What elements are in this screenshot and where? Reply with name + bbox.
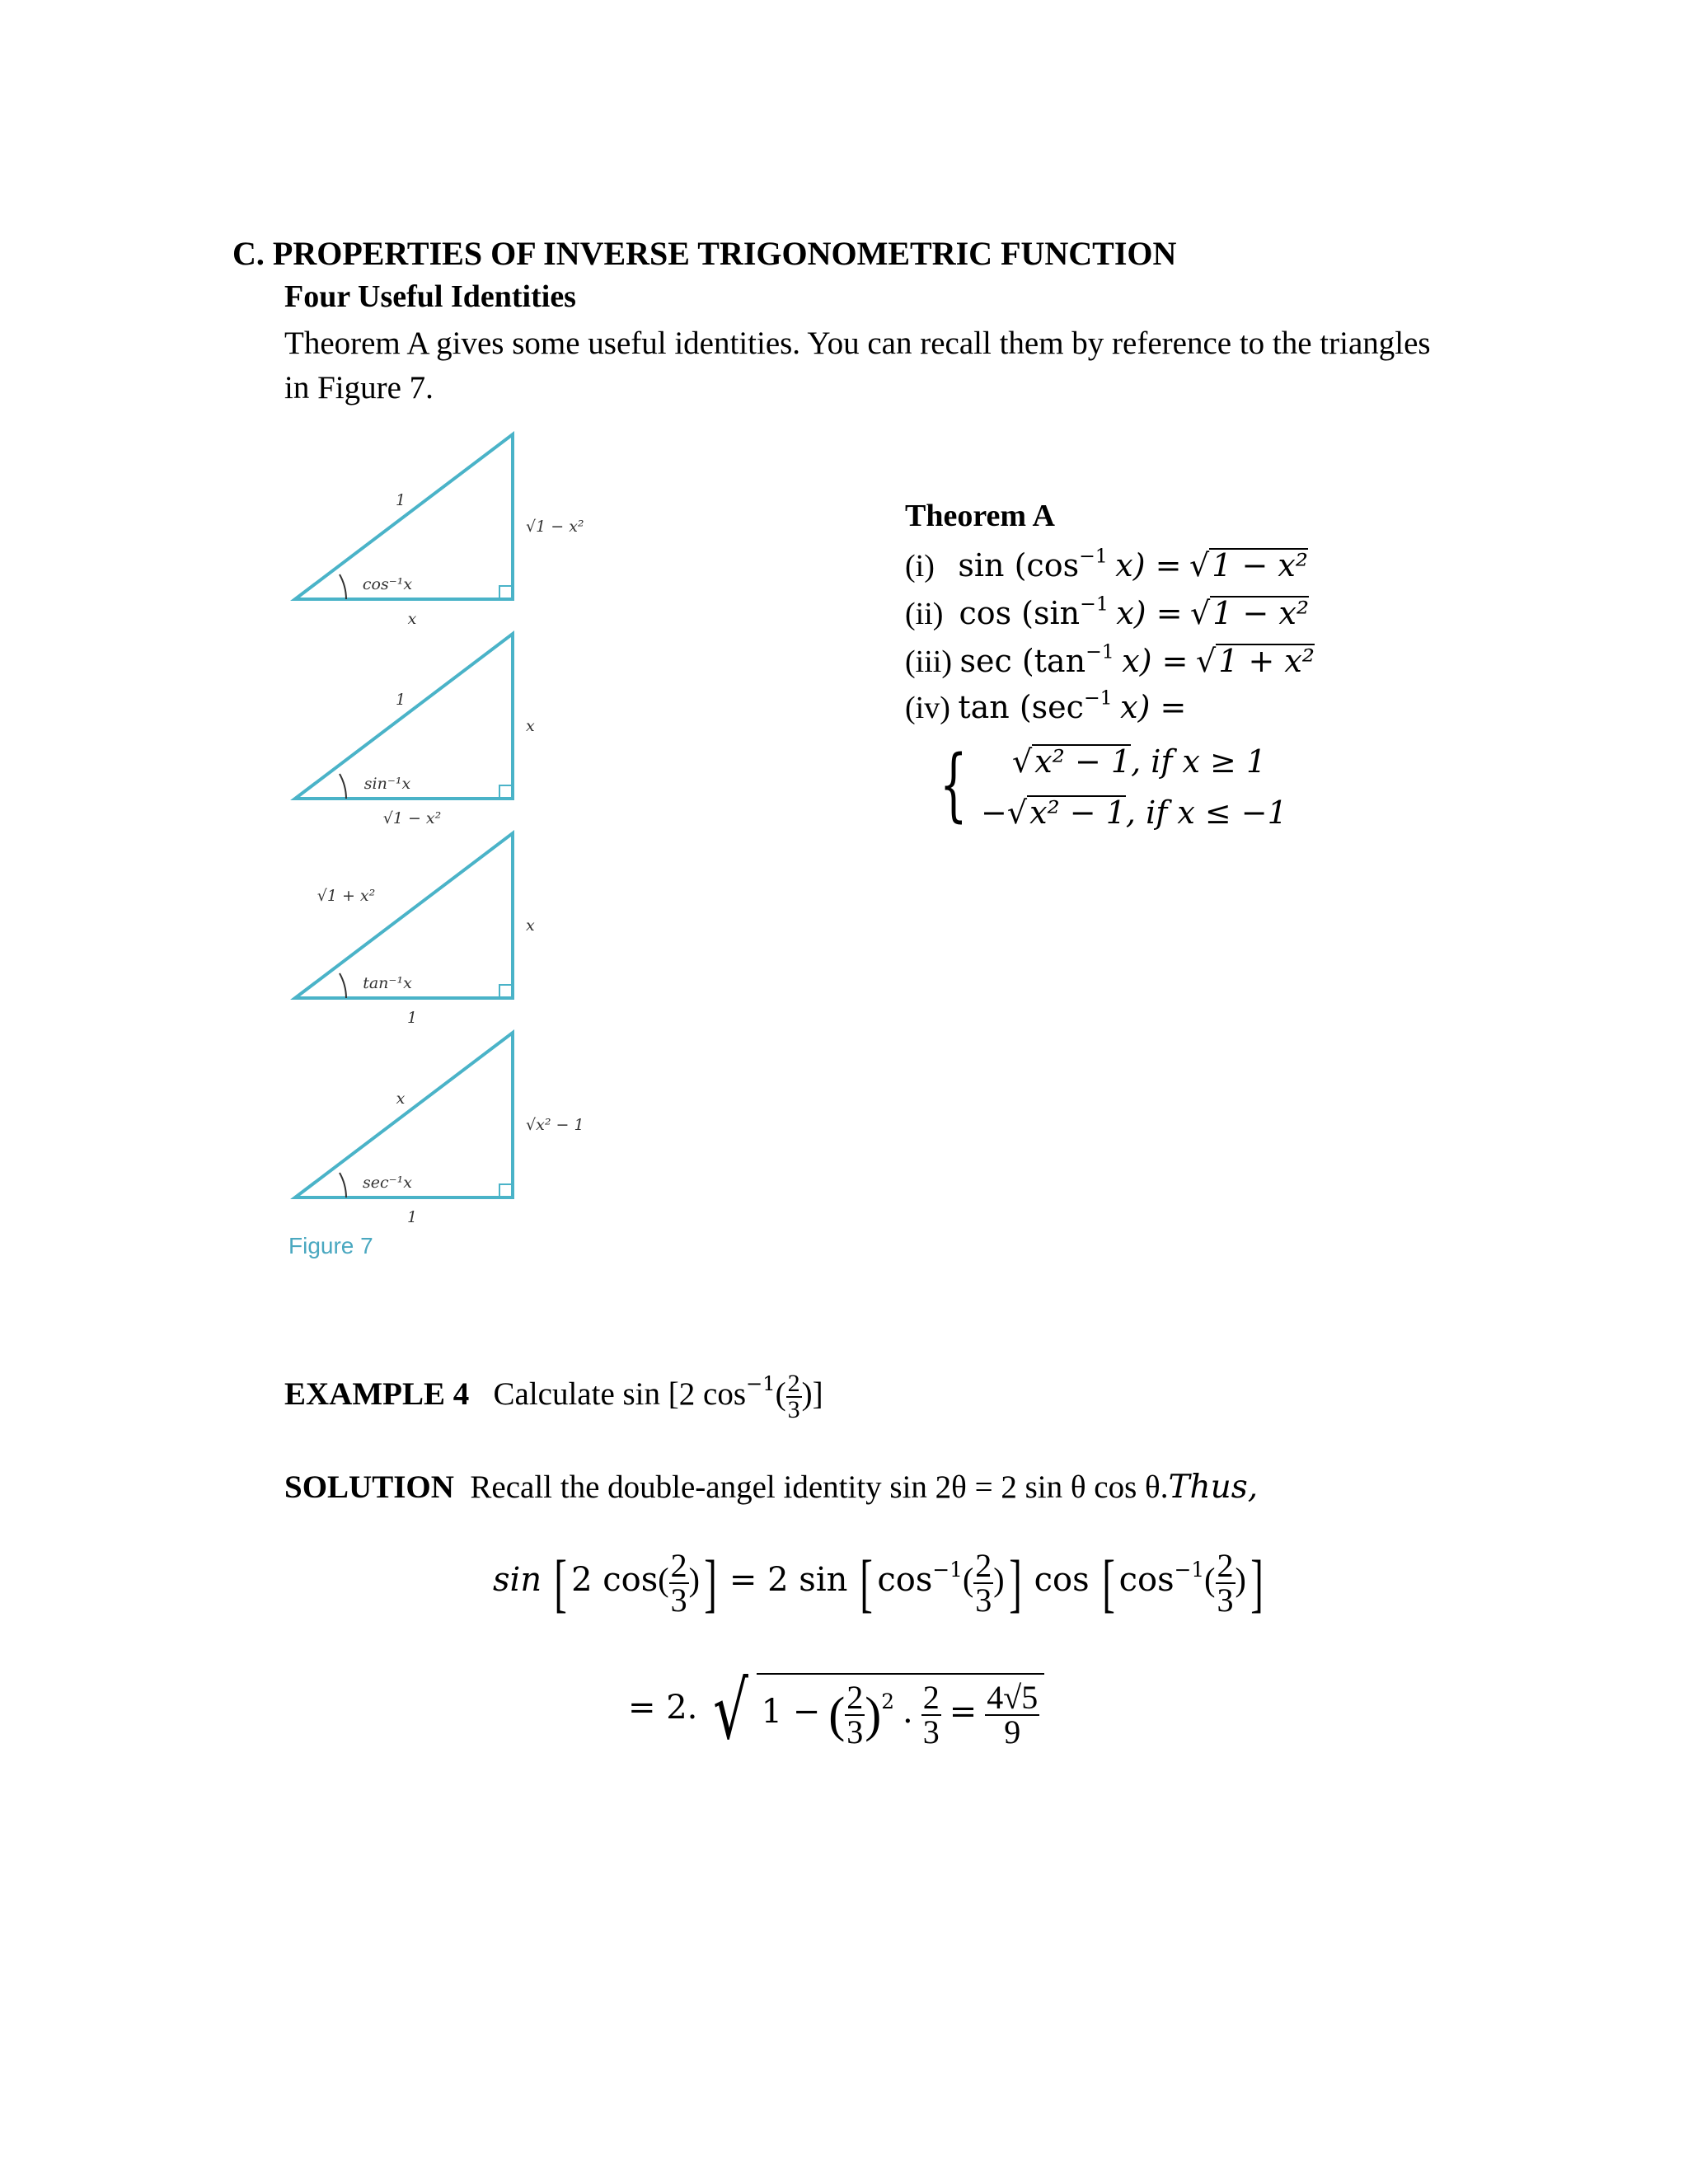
right-angle-marker	[499, 785, 513, 799]
case-2-rad: x² − 1	[1027, 795, 1126, 830]
right-bracket: ]	[704, 1547, 717, 1619]
theorem-title: Theorem A	[905, 499, 1055, 533]
section-subtitle: Four Useful Identities	[284, 279, 576, 314]
angle-arc	[340, 973, 346, 998]
equation-line-2	[628, 1665, 1044, 1757]
identity-ii-label: (ii)	[905, 597, 944, 631]
eq1-sin: sin	[493, 1561, 542, 1600]
identity-i-x: x) =	[1115, 547, 1182, 583]
identity-iv	[905, 686, 1187, 726]
eq2-equals: =	[949, 1693, 978, 1732]
base-label: x	[407, 610, 417, 628]
example-label: EXAMPLE 4	[284, 1376, 470, 1412]
triangle-3	[295, 833, 513, 998]
identity-i-inv: −1	[1079, 544, 1108, 568]
base-label: √1 − x²	[382, 809, 442, 827]
eq1-frac-num: 2	[1217, 1547, 1234, 1584]
side-label: x	[526, 916, 535, 935]
eq2-frac-num: 2	[922, 1679, 940, 1716]
identity-i-rhs: 1 − x²	[1209, 548, 1308, 583]
angle-arc	[340, 774, 346, 799]
eq2-result	[985, 1681, 1039, 1749]
solution	[284, 1469, 1258, 1506]
example-inv: −1	[746, 1372, 776, 1396]
radical-sign: √	[1189, 547, 1210, 583]
solution-thus: Thus,	[1168, 1469, 1259, 1506]
eq1-fraction-2	[973, 1549, 993, 1617]
eq1-frac-den: 3	[670, 1582, 687, 1619]
identity-iii-inv: −1	[1085, 640, 1114, 663]
section-title: C. PROPERTIES OF INVERSE TRIGONOMETRIC FUNCTION	[232, 235, 1177, 272]
eq2-frac-num: 2	[846, 1679, 864, 1716]
eq1-frac-den: 3	[975, 1582, 992, 1619]
eq2-result-den: 9	[1004, 1713, 1021, 1750]
paren-close: )	[865, 1687, 882, 1742]
angle-arc	[340, 574, 346, 599]
hypotenuse-label: 1	[395, 691, 406, 709]
left-bracket: [	[860, 1547, 874, 1619]
eq1-frac-num: 2	[975, 1547, 992, 1584]
intro-paragraph: Theorem A gives some useful identities. You can recall them by reference to the triangles in Figure 7.	[284, 326, 1431, 405]
figure-7	[280, 424, 626, 1253]
eq1-inv-b: −1	[1174, 1557, 1205, 1582]
identity-iv-x: x) =	[1120, 689, 1187, 725]
eq2-dot: .	[903, 1693, 913, 1732]
example-text: Calculate sin [2 cos	[493, 1376, 746, 1412]
eq2-lead: = 2.	[628, 1689, 698, 1727]
cases-brace: {	[940, 738, 968, 831]
identity-ii-inv: −1	[1080, 592, 1109, 616]
example-fraction	[786, 1371, 802, 1422]
side-label: x	[526, 717, 535, 735]
base-label: 1	[406, 1009, 418, 1027]
eq1-fraction-1	[669, 1549, 689, 1617]
right-angle-marker	[499, 1184, 513, 1197]
identity-iii-x: x) =	[1122, 643, 1189, 679]
eq1-frac-num: 2	[670, 1547, 687, 1584]
equation-line-1: sin [ 2 cos( $\frac{2}{3}$ )] = 2 sin [ $\cos^{-1}$( $\frac{2}{3}$ )] cos [ $\cos^{-1}$( $\frac{2}{3}$ )]	[493, 1547, 1264, 1619]
case-2	[981, 794, 1287, 831]
right-bracket: ]	[1008, 1547, 1022, 1619]
identity-iv-label: (iv)	[905, 691, 950, 725]
angle-arc	[340, 1173, 346, 1197]
identity-iii-lhs: sec (tan	[959, 643, 1086, 679]
case-1-cond: , if x ≥ 1	[1131, 743, 1267, 780]
eq2-frac-den: 3	[922, 1713, 940, 1750]
example-4: EXAMPLE 4 Calculate sin [2 $\cos^{-1}$( $\frac{2}{3}$ )]	[284, 1370, 823, 1423]
angle-label: cos⁻¹x	[362, 575, 413, 593]
case-2-cond: , if x ≤ −1	[1125, 794, 1287, 831]
hypotenuse-label: √1 + x²	[316, 887, 376, 905]
angle-label: sec⁻¹x	[363, 1174, 412, 1192]
identity-ii-rhs: 1 − x²	[1210, 596, 1309, 630]
identity-ii-x: x) =	[1116, 595, 1183, 631]
eq2-result-num: 4√5	[987, 1679, 1039, 1716]
identity-iv-lhs: tan (sec	[958, 689, 1084, 725]
right-angle-marker	[499, 586, 513, 599]
hypotenuse-label: x	[396, 1090, 406, 1108]
radical-sign: √	[1195, 643, 1217, 679]
solution-text: Recall the double-angel identity sin 2θ = 2 sin θ cos θ.	[470, 1469, 1169, 1505]
triangle-2	[295, 634, 513, 799]
radical-sign: √	[1006, 794, 1028, 831]
eq2-exponent: 2	[881, 1689, 895, 1713]
right-angle-marker	[499, 985, 513, 998]
eq1-fraction-3	[1216, 1549, 1236, 1617]
side-label: √x² − 1	[526, 1116, 584, 1134]
example-close: ]	[812, 1376, 823, 1412]
eq2-one-minus: 1 −	[761, 1693, 821, 1732]
identity-i-lhs: sin (cos	[958, 547, 1080, 583]
case-1	[1012, 743, 1266, 780]
left-bracket: [	[554, 1547, 567, 1619]
triangle-4	[295, 1033, 513, 1197]
eq1-cos-mid: cos	[1034, 1561, 1090, 1600]
eq1-frac-den: 3	[1217, 1582, 1234, 1619]
example-frac-den: 3	[787, 1396, 800, 1423]
eq2-fraction-1	[845, 1681, 865, 1749]
paren-open: (	[828, 1687, 846, 1742]
identity-iii	[905, 640, 1315, 680]
angle-label: tan⁻¹x	[363, 974, 412, 992]
eq1-cos-b: cos	[1118, 1561, 1175, 1600]
solution-label: SOLUTION	[284, 1469, 454, 1505]
case-1-rad: x² − 1	[1032, 744, 1131, 779]
identity-iv-inv: −1	[1083, 686, 1113, 710]
triangles-figure	[280, 424, 626, 1249]
identity-ii-lhs: cos (sin	[959, 595, 1081, 631]
identity-iii-rhs: 1 + x²	[1216, 644, 1315, 678]
eq1-inv-a: −1	[932, 1557, 963, 1582]
identity-ii	[905, 592, 1310, 632]
eq2-frac-den: 3	[846, 1713, 864, 1750]
identity-i	[905, 544, 1309, 584]
case-2-sign: −	[981, 794, 1007, 831]
identity-i-label: (i)	[905, 549, 935, 583]
example-frac-num: 2	[787, 1370, 800, 1397]
hypotenuse-label: 1	[395, 491, 406, 509]
radical-sign: √	[1190, 595, 1211, 631]
triangle-1	[295, 434, 513, 599]
radical-sign: √	[1012, 743, 1033, 780]
base-label: 1	[406, 1208, 418, 1226]
eq1-two-cos: 2 cos	[571, 1561, 659, 1600]
side-label: √1 − x²	[526, 518, 584, 536]
identity-iii-label: (iii)	[905, 644, 952, 679]
left-bracket: [	[1101, 1547, 1115, 1619]
eq2-radicand	[757, 1673, 1045, 1749]
eq1-eq-2sin: = 2 sin	[729, 1561, 848, 1600]
right-bracket: ]	[1250, 1547, 1264, 1619]
big-radical: √	[713, 1665, 749, 1757]
angle-label: sin⁻¹x	[363, 775, 411, 793]
eq1-cos-a: cos	[877, 1561, 933, 1600]
figure-caption: Figure 7	[288, 1233, 373, 1258]
eq2-fraction-2	[921, 1681, 941, 1749]
